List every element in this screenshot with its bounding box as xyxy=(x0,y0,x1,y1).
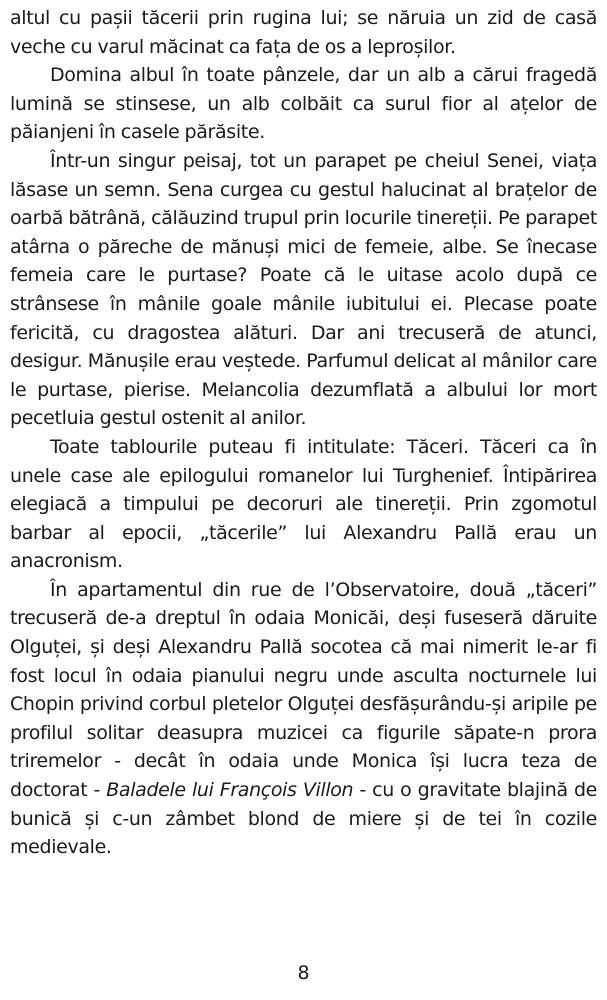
book-title-italic: Baladele lui François Villon xyxy=(106,779,354,802)
page-body-text xyxy=(10,4,597,862)
paragraph-4: Toate tablourile puteau fi intitulate: Tăceri. Tăceri ca în unele case ale epilogului romanelor lui Turghenief. Întipărirea elegiacă a timpului pe decoruri ale tinereții. Prin zgomotul barbar al epocii, „tăcerile” lui Alexandru Pallă erau un anacronism. xyxy=(10,435,597,573)
paragraph-5-text-before: În apartamentul din rue de l’Observatoire, două „tăceri” trecuseră de-a dreptul în odaia Monicăi, deși fuseseră dăruite Olguței, și deși Alexandru Pallă socotea că mai nimerit le-ar fi fost locul în odaia pianului negru unde asculta nocturnele lui Chopin privind corbul pletelor Olguței desfășurându-și aripile pe profilul solitar deasupra muzicei ca figurile săpate-n prora triremelor - decât în odaia unde Monica își lucra teza de doctorat - xyxy=(10,578,597,802)
paragraph-5 xyxy=(10,576,597,862)
paragraph-3: Într-un singur peisaj, tot un parapet pe cheiul Senei, viața lăsase un semn. Sena curgea cu gestul halucinat al brațelor de oarbă bătrână, călăuzind trupul prin locurile tinereții. Pe parapet atârna o păreche de mănuși mici de femeie, albe. Se înecase femeia care le purtase? Poate că le uitase acolo după ce strânsese în mânile goale mânile iubitului ei. Plecase poate fericită, cu dragostea alături. Dar ani trecuseră de atunci, desigur. Mănușile erau veștede. Parfumul delicat al mânilor care le purtase, pierise. Melancolia dezumflată a albului lor mort pecetluia gestul ostenit al anilor. xyxy=(10,149,597,430)
paragraph-5-text-after: - cu o gravitate blajină de bunică și c-un zâmbet blond de miere și de tei în cozile medievale. xyxy=(10,779,598,859)
book-page xyxy=(10,4,597,996)
paragraph-2: Domina albul în toate pânzele, dar un alb a cărui fragedă lumină se stinsese, un alb colbăit ca surul fior al ațelor de păianjeni în casele părăsite. xyxy=(10,64,597,144)
page-number: 8 xyxy=(297,962,310,984)
paragraph-1: altul cu pașii tăcerii prin rugina lui; se năruia un zid de casă veche cu varul măcinat ca fața de os a leproșilor. xyxy=(10,7,597,58)
